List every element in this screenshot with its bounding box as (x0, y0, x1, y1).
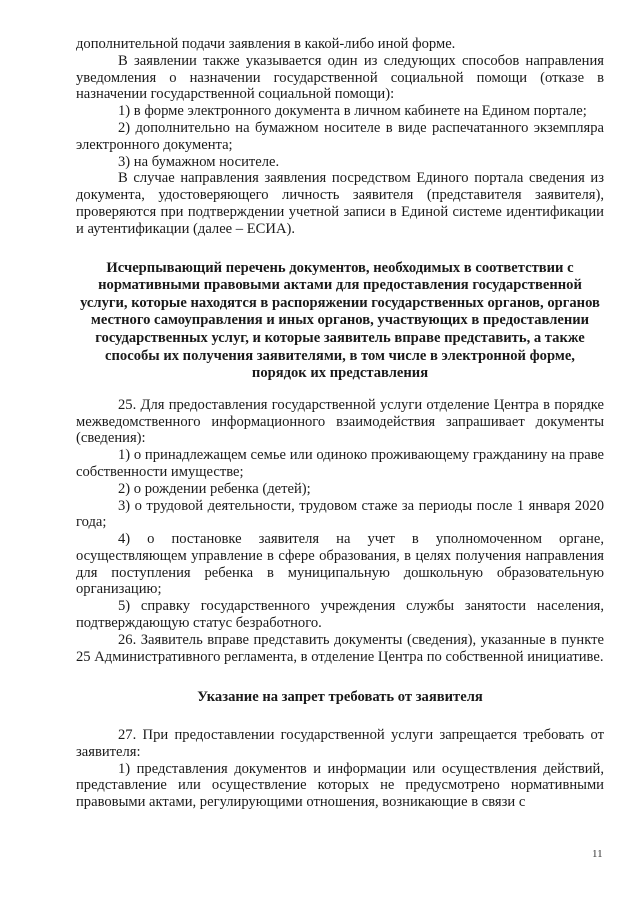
paragraph-25-intro: 25. Для предоставления государственной услуги отделение Центра в порядке межведомственного информационного взаимодействия запрашивает документы (сведения): (76, 396, 604, 447)
document-page (76, 36, 604, 811)
paragraph-continuation: дополнительной подачи заявления в какой-либо иной форме. (76, 36, 456, 52)
list-item-25-4: 4) о постановке заявителя на учет в уполномоченном органе, осуществляющем управление в сфере образования, в целях получения направления для поступления ребенка в муниципальную дошкольную образовательную организацию; (76, 531, 604, 598)
list-item-27-1: 1) представления документов и информации или осуществления действий, представление или осуществление которых не предусмотрено нормативными правовыми актами, регулирующими отношения, возникающие в связи с (76, 760, 604, 811)
paragraph-27-intro: 27. При предоставлении государственной услуги запрещается требовать от заявителя: (76, 727, 604, 760)
list-item-25-5: 5) справку государственного учреждения службы занятости населения, подтверждающую статус безработного. (76, 598, 604, 632)
section-heading-documents-list: Исчерпывающий перечень документов, необходимых в соответствии с нормативными правовыми актами для предоставления государственной услуги, которые находятся в распоряжении государственных органов, органов местного самоуправления и иных органов, участвующих в предоставлении государственных услуг, и которые заявитель вправе представить, а также способы их получения заявителями, в том числе в электронной форме, порядок их представления (80, 259, 600, 382)
page-number: 11 (592, 848, 603, 860)
list-item-method-2: 2) дополнительно на бумажном носителе в виде распечатанного экземпляра электронного документа; (76, 119, 604, 153)
section-heading-prohibition: Указание на запрет требовать от заявителя (197, 689, 483, 706)
paragraph-notification-method: В заявлении также указывается один из следующих способов направления уведомления о назначении государственной социальной помощи (отказе в назначении государственной социальной помощи): (76, 52, 604, 103)
paragraph-26: 26. Заявитель вправе представить документы (сведения), указанные в пункте 25 Административного регламента, в отделение Центра по собственной инициативе. (76, 631, 604, 665)
list-item-25-3: 3) о трудовой деятельности, трудовом стаже за периоды после 1 января 2020 года; (76, 497, 604, 531)
list-item-25-2: 2) о рождении ребенка (детей); (118, 480, 311, 497)
list-item-25-1: 1) о принадлежащем семье или одиноко проживающему гражданину на праве собственности имуществе; (76, 447, 604, 480)
list-item-method-3: 3) на бумажном носителе. (118, 153, 280, 170)
paragraph-esia: В случае направления заявления посредством Единого портала сведения из документа, удостоверяющего личность заявителя (представителя заявителя), проверяются при подтверждении учетной записи в Единой системе идентификации и аутентификации (далее – ЕСИА). (76, 170, 604, 237)
list-item-method-1: 1) в форме электронного документа в личном кабинете на Едином портале; (118, 103, 587, 120)
